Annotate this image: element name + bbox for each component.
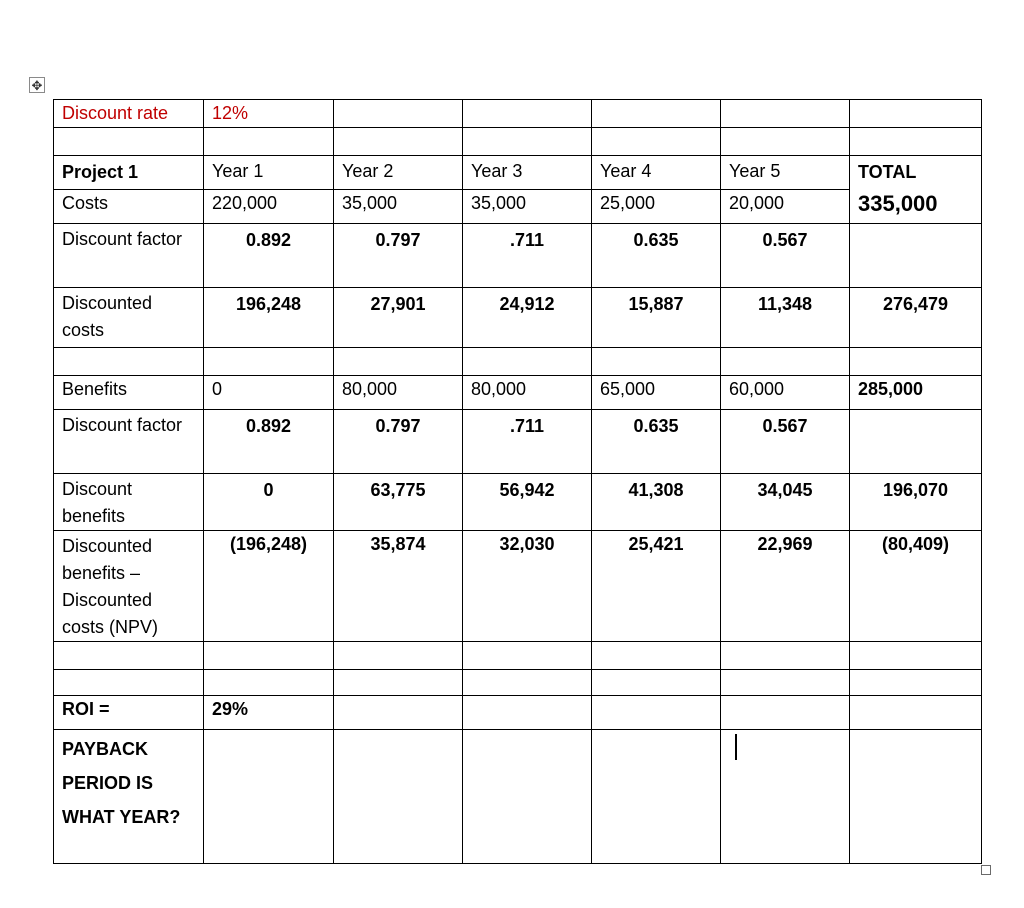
discounted-costs-value[interactable]: 196,248 (204, 288, 334, 348)
project-title[interactable]: Project 1 (54, 156, 204, 190)
discount-factor-value[interactable]: 0.892 (204, 410, 334, 474)
discount-factor-value[interactable]: 0.567 (721, 224, 850, 288)
roi-label[interactable]: ROI = (54, 696, 204, 730)
benefits-value[interactable]: 65,000 (592, 376, 721, 410)
benefits-value[interactable]: 80,000 (463, 376, 592, 410)
discount-factor-value[interactable]: 0.892 (204, 224, 334, 288)
empty-cell[interactable] (204, 348, 334, 376)
empty-cell[interactable] (334, 348, 463, 376)
discount-factor-value[interactable]: 0.635 (592, 224, 721, 288)
discounted-costs-label[interactable]: Discounted costs (54, 288, 204, 348)
discount-factor-value[interactable]: 0.797 (334, 224, 463, 288)
table-row (54, 288, 982, 348)
payback-label[interactable]: PAYBACK PERIOD IS WHAT YEAR? (54, 730, 204, 864)
table-row (54, 100, 982, 128)
empty-cell[interactable] (54, 642, 204, 670)
empty-cell[interactable] (850, 348, 982, 376)
empty-cell[interactable] (204, 128, 334, 156)
benefits-value[interactable]: 80,000 (334, 376, 463, 410)
costs-label[interactable]: Costs (54, 190, 204, 224)
empty-cell[interactable] (592, 642, 721, 670)
benefits-value[interactable]: 0 (204, 376, 334, 410)
discount-benefits-value[interactable]: 0 (204, 474, 334, 531)
empty-cell[interactable] (592, 696, 721, 730)
text-caret (735, 734, 737, 760)
empty-cell[interactable] (592, 100, 721, 128)
empty-cell[interactable] (463, 100, 592, 128)
empty-cell[interactable] (463, 128, 592, 156)
empty-cell[interactable] (334, 696, 463, 730)
discount-factor-value[interactable]: 0.567 (721, 410, 850, 474)
npv-total[interactable]: (80,409) (850, 531, 982, 642)
costs-value[interactable]: 25,000 (592, 190, 721, 224)
table-row (54, 190, 982, 224)
empty-cell[interactable] (592, 670, 721, 696)
total-label: TOTAL (858, 162, 917, 182)
discount-benefits-total[interactable]: 196,070 (850, 474, 982, 531)
discount-factor-label[interactable]: Discount factor (54, 410, 204, 474)
empty-cell[interactable] (721, 100, 850, 128)
table-row (54, 696, 982, 730)
table-row (54, 376, 982, 410)
table-row (54, 531, 982, 642)
discount-factor-value[interactable]: .711 (463, 224, 592, 288)
empty-cell[interactable] (850, 696, 982, 730)
empty-cell[interactable] (463, 730, 592, 864)
discounted-costs-value[interactable]: 11,348 (721, 288, 850, 348)
npv-table (53, 99, 982, 864)
npv-value[interactable]: 22,969 (721, 531, 850, 642)
npv-label[interactable]: Discounted benefits – Discounted costs (NPV) (54, 531, 204, 642)
empty-cell[interactable] (334, 670, 463, 696)
npv-value[interactable]: 25,421 (592, 531, 721, 642)
discount-benefits-label[interactable]: Discount benefits (54, 474, 204, 531)
empty-cell[interactable] (850, 224, 982, 288)
table-row (54, 156, 982, 190)
empty-cell[interactable] (721, 128, 850, 156)
empty-cell[interactable] (850, 730, 982, 864)
empty-cell[interactable] (54, 670, 204, 696)
benefits-value[interactable]: 60,000 (721, 376, 850, 410)
empty-cell[interactable] (850, 100, 982, 128)
empty-cell[interactable] (463, 642, 592, 670)
empty-cell[interactable] (721, 642, 850, 670)
discount-benefits-value[interactable]: 56,942 (463, 474, 592, 531)
npv-value[interactable]: 32,030 (463, 531, 592, 642)
benefits-label[interactable]: Benefits (54, 376, 204, 410)
empty-cell[interactable] (334, 642, 463, 670)
costs-value[interactable]: 220,000 (204, 190, 334, 224)
discount-factor-value[interactable]: 0.635 (592, 410, 721, 474)
empty-cell[interactable] (54, 348, 204, 376)
benefits-total[interactable]: 285,000 (850, 376, 982, 410)
table-move-handle-icon[interactable]: ✥ (29, 77, 45, 93)
table-row (54, 348, 982, 376)
discount-factor-value[interactable]: .711 (463, 410, 592, 474)
discount-factor-value[interactable]: 0.797 (334, 410, 463, 474)
empty-cell[interactable] (54, 128, 204, 156)
npv-value[interactable]: (196,248) (204, 531, 334, 642)
table-row (54, 730, 982, 864)
empty-cell[interactable] (592, 128, 721, 156)
year-header[interactable]: Year 5 (721, 156, 850, 190)
table-row (54, 224, 982, 288)
table-resize-handle-icon[interactable] (981, 865, 991, 875)
npv-value[interactable]: 35,874 (334, 531, 463, 642)
year-header[interactable]: Year 2 (334, 156, 463, 190)
empty-cell[interactable] (850, 670, 982, 696)
empty-cell[interactable] (204, 642, 334, 670)
empty-cell[interactable] (592, 730, 721, 864)
costs-total: 335,000 (858, 191, 938, 216)
year-header[interactable]: Year 4 (592, 156, 721, 190)
discount-rate-value[interactable]: 12% (204, 100, 334, 128)
empty-cell[interactable] (721, 696, 850, 730)
table-row (54, 670, 982, 696)
discount-benefits-value[interactable]: 63,775 (334, 474, 463, 531)
discount-benefits-value[interactable]: 34,045 (721, 474, 850, 531)
table-row (54, 474, 982, 531)
costs-value[interactable]: 35,000 (463, 190, 592, 224)
table-row (54, 128, 982, 156)
year-header[interactable]: Year 3 (463, 156, 592, 190)
discounted-costs-total[interactable]: 276,479 (850, 288, 982, 348)
year-header[interactable]: Year 1 (204, 156, 334, 190)
total-header-cell[interactable] (850, 156, 982, 224)
table-row (54, 642, 982, 670)
costs-value[interactable]: 35,000 (334, 190, 463, 224)
empty-cell[interactable] (592, 348, 721, 376)
payback-answer-cell[interactable] (721, 730, 850, 864)
empty-cell[interactable] (850, 410, 982, 474)
table-row (54, 410, 982, 474)
empty-cell[interactable] (204, 670, 334, 696)
discount-rate-label[interactable]: Discount rate (54, 100, 204, 128)
discounted-costs-value[interactable]: 27,901 (334, 288, 463, 348)
empty-cell[interactable] (463, 696, 592, 730)
empty-cell[interactable] (334, 100, 463, 128)
empty-cell[interactable] (850, 128, 982, 156)
empty-cell[interactable] (334, 128, 463, 156)
empty-cell[interactable] (334, 730, 463, 864)
empty-cell[interactable] (850, 642, 982, 670)
empty-cell[interactable] (204, 730, 334, 864)
empty-cell[interactable] (721, 670, 850, 696)
discount-factor-label[interactable]: Discount factor (54, 224, 204, 288)
discount-benefits-value[interactable]: 41,308 (592, 474, 721, 531)
discounted-costs-value[interactable]: 15,887 (592, 288, 721, 348)
costs-value[interactable]: 20,000 (721, 190, 850, 224)
roi-value[interactable]: 29% (204, 696, 334, 730)
empty-cell[interactable] (721, 348, 850, 376)
empty-cell[interactable] (463, 348, 592, 376)
discounted-costs-value[interactable]: 24,912 (463, 288, 592, 348)
empty-cell[interactable] (463, 670, 592, 696)
